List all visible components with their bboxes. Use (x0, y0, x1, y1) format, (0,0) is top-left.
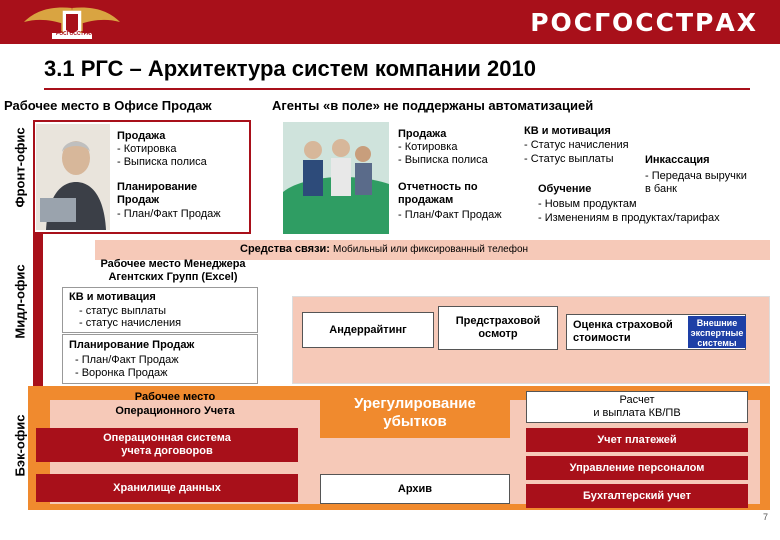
manager-workplace-title: Рабочее место Менеджера (100, 258, 246, 270)
ops-workplace-title: Рабочее место (134, 391, 216, 403)
title-divider (44, 88, 750, 90)
office-planning-title: Планирование (117, 181, 198, 193)
manager-workplace-title: Агентских Групп (Excel) (108, 271, 238, 283)
pre-inspection-label: осмотр (478, 328, 518, 340)
communications-label: Средства связи: (240, 243, 330, 255)
front-office-label: Фронт-офис (12, 127, 28, 208)
agents-training-title: Обучение (538, 183, 592, 195)
ops-workplace-title: Операционного Учета (115, 405, 235, 417)
back-office-label: Бэк-офис (12, 414, 28, 477)
office-employee-photo (36, 124, 110, 230)
agents-report-title: Отчетность по (398, 181, 478, 193)
accounting-label: Бухгалтерский учет (582, 489, 692, 502)
pre-inspection-label: Предстраховой (455, 315, 541, 327)
agents-sales-item: - Выписка полиса (398, 154, 488, 166)
pre-inspection-box (438, 306, 558, 350)
agents-training-item: - Новым продуктам (538, 198, 637, 210)
payments-label: Учет платежей (597, 433, 677, 446)
agents-kv-item: - Статус выплаты (524, 153, 614, 165)
hr-label: Управление персоналом (569, 461, 705, 474)
commission-calc-label: Расчет (619, 394, 655, 406)
mid-planning-title: Планирование Продаж (69, 339, 195, 351)
agents-title: Агенты «в поле» не поддержаны автоматизацией (272, 98, 594, 113)
claims-settlement-label: Урегулирование (354, 395, 476, 412)
agents-sales-item: - Котировка (398, 141, 458, 153)
office-planning-title: Продаж (117, 194, 160, 206)
underwriting-box (302, 312, 434, 348)
agents-report-item: - План/Факт Продаж (398, 209, 502, 221)
claims-settlement-label: убытков (383, 413, 447, 430)
payments-box (526, 428, 748, 452)
agents-report-title: продажам (398, 194, 454, 206)
mid-planning-item: - Воронка Продаж (75, 367, 168, 379)
mid-planning-item: - План/Факт Продаж (75, 354, 179, 366)
external-systems-label: Внешние (696, 318, 738, 328)
contracts-system-label: Операционная система (103, 432, 231, 444)
contracts-system-label: учета договоров (121, 445, 213, 457)
mid-office-label: Мидл-офис (12, 264, 28, 339)
agents-incasso-item: - Передача выручки (645, 170, 747, 182)
mid-planning-box (62, 334, 258, 384)
agents-kv-item: - Статус начисления (524, 139, 629, 151)
communications-detail: Мобильный или фиксированный телефон (333, 244, 529, 255)
data-warehouse-label: Хранилище данных (113, 481, 221, 494)
communications-text (240, 243, 528, 256)
accounting-box (526, 484, 748, 508)
commission-calc-label: и выплата КВ/ПВ (593, 407, 681, 419)
external-expert-systems-box (688, 316, 746, 348)
contracts-system-box (36, 428, 298, 462)
page-title: 3.1 РГС – Архитектура систем компании 2010 (44, 56, 536, 81)
mid-kv-title: КВ и мотивация (69, 291, 156, 303)
commission-calc-box (526, 391, 748, 423)
valuation-label: Оценка страховой (573, 319, 673, 331)
underwriting-label: Андеррайтинг (329, 323, 407, 336)
brand-logo: РОСГОССТРАХ (530, 8, 758, 37)
agents-incasso-item: в банк (645, 183, 677, 195)
agents-sales-title: Продажа (398, 128, 447, 140)
mid-kv-box (62, 287, 258, 333)
emblem-caption: РОСГОССТРАХ (56, 31, 94, 37)
mid-kv-item: - статус выплаты (79, 305, 167, 317)
external-systems-label: системы (697, 338, 737, 348)
archive-box (320, 474, 510, 504)
archive-label: Архив (397, 482, 433, 495)
office-workplace-title: Рабочее место в Офисе Продаж (4, 98, 212, 113)
external-systems-label: экспертные (690, 328, 744, 338)
agents-incasso-title: Инкассация (645, 154, 710, 166)
claims-settlement-box (320, 388, 510, 438)
valuation-label: стоимости (573, 332, 631, 344)
agents-training-item: - Изменениям в продуктах/тарифах (538, 212, 720, 224)
page-number: 7 (762, 512, 768, 522)
office-sales-item: - Котировка (117, 143, 177, 155)
agents-kv-title: КВ и мотивация (524, 125, 611, 137)
office-sales-item: - Выписка полиса (117, 156, 207, 168)
data-warehouse-box (36, 474, 298, 502)
hr-box (526, 456, 748, 480)
field-agents-photo (283, 122, 389, 234)
office-planning-item: - План/Факт Продаж (117, 208, 221, 220)
office-sales-title: Продажа (117, 130, 166, 142)
mid-kv-item: - статус начисления (79, 317, 182, 329)
